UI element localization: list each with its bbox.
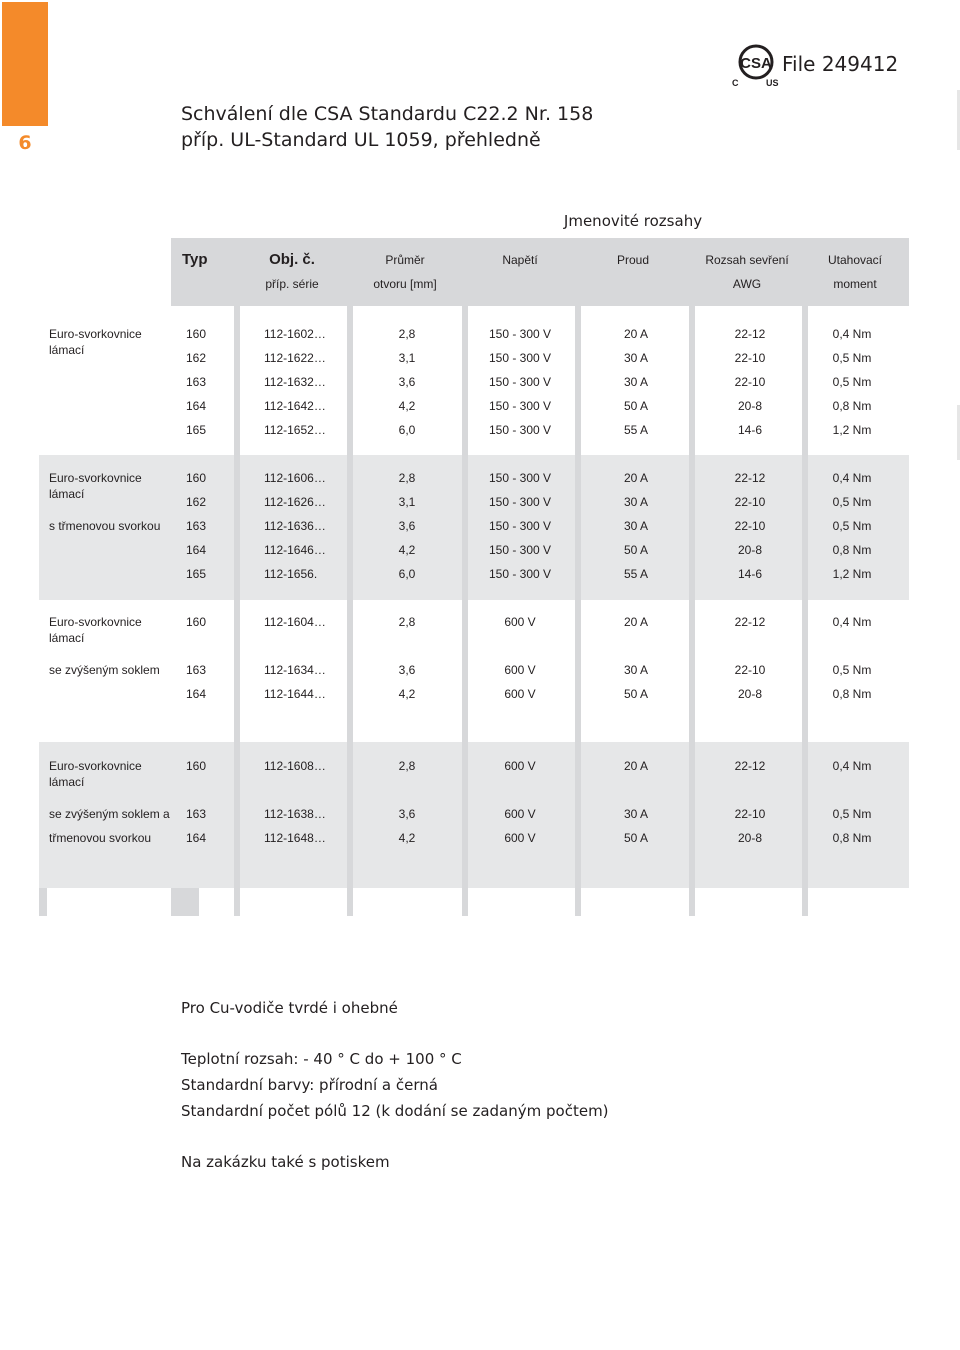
group-description: se zvýšeným soklem a <box>49 807 170 821</box>
cell-obj: 112-1602… <box>264 327 326 341</box>
cell-awg: 22-10 <box>734 351 766 365</box>
header-utahovaci-line2: moment <box>833 277 877 291</box>
cell-proud: 50 A <box>623 543 649 557</box>
cell-awg: 22-10 <box>734 519 766 533</box>
header-proud: Proud <box>616 253 650 267</box>
cell-proud: 50 A <box>623 831 649 845</box>
cell-moment: 0,8 Nm <box>832 399 872 413</box>
note-printing: Na zakázku také s potiskem <box>181 1153 390 1171</box>
header-utahovaci: Utahovací <box>827 253 883 267</box>
group-description: Euro-svorkovnice <box>49 615 142 629</box>
cell-awg: 22-10 <box>734 375 766 389</box>
cell-moment: 0,4 Nm <box>832 615 872 629</box>
cell-awg: 22-12 <box>734 759 766 773</box>
cell-prumer: 3,6 <box>398 519 416 533</box>
cell-obj: 112-1634… <box>264 663 326 677</box>
cell-moment: 0,8 Nm <box>832 831 872 845</box>
cell-napeti: 150 - 300 V <box>488 375 552 389</box>
header-rozsah-line2: AWG <box>732 277 762 291</box>
cell-typ: 165 <box>186 423 207 437</box>
cell-typ: 164 <box>186 543 207 557</box>
cell-napeti: 150 - 300 V <box>488 327 552 341</box>
cell-napeti: 150 - 300 V <box>488 471 552 485</box>
cell-proud: 20 A <box>623 327 649 341</box>
group-description: se zvýšeným soklem <box>49 663 160 677</box>
cell-moment: 0,5 Nm <box>832 375 872 389</box>
cell-obj: 112-1608… <box>264 759 326 773</box>
cell-napeti: 150 - 300 V <box>488 495 552 509</box>
cell-napeti: 150 - 300 V <box>488 351 552 365</box>
cell-obj: 112-1632… <box>264 375 326 389</box>
cell-prumer: 2,8 <box>398 759 416 773</box>
cell-prumer: 4,2 <box>398 831 416 845</box>
header-rozsah: Rozsah sevření <box>705 253 789 267</box>
header-obj-line2: příp. série <box>265 277 319 291</box>
cell-napeti: 150 - 300 V <box>488 543 552 557</box>
cell-typ: 160 <box>186 615 207 629</box>
group-band <box>39 455 909 600</box>
cell-napeti: 600 V <box>504 831 536 845</box>
group-description: třmenovou svorkou <box>49 831 152 845</box>
cell-napeti: 600 V <box>504 663 536 677</box>
cell-napeti: 150 - 300 V <box>488 423 552 437</box>
note-conductors: Pro Cu-vodiče tvrdé i ohebné <box>181 999 398 1017</box>
header-prumer-line2: otvoru [mm] <box>373 277 437 291</box>
cell-napeti: 600 V <box>504 807 536 821</box>
cell-prumer: 4,2 <box>398 399 416 413</box>
header-obj: Obj. č. <box>269 251 315 268</box>
orange-page-tab <box>2 2 48 126</box>
cell-prumer: 3,6 <box>398 375 416 389</box>
cell-awg: 22-12 <box>734 471 766 485</box>
group-description: s třmenovou svorkou <box>49 519 161 533</box>
cell-moment: 1,2 Nm <box>832 423 872 437</box>
column-divider <box>347 238 353 916</box>
cell-moment: 0,5 Nm <box>832 495 872 509</box>
cell-obj: 112-1656. <box>264 567 318 581</box>
cell-prumer: 2,8 <box>398 615 416 629</box>
cell-typ: 163 <box>186 663 207 677</box>
note-colors: Standardní barvy: přírodní a černá <box>181 1076 438 1094</box>
cell-obj: 112-1652… <box>264 423 326 437</box>
cell-proud: 20 A <box>623 471 649 485</box>
range-title: Jmenovité rozsahy <box>563 212 703 230</box>
page-number: 6 <box>18 132 32 154</box>
cell-awg: 14-6 <box>737 567 763 581</box>
cell-proud: 30 A <box>623 495 649 509</box>
cell-typ: 160 <box>186 471 207 485</box>
file-number: File 249412 <box>782 52 899 76</box>
logo-text: CSA <box>740 55 772 72</box>
logo-c-mark: C <box>732 78 739 88</box>
cell-proud: 20 A <box>623 615 649 629</box>
column-divider <box>39 888 47 916</box>
cell-moment: 0,5 Nm <box>832 663 872 677</box>
header-prumer: Průměr <box>385 253 425 267</box>
cell-proud: 50 A <box>623 687 649 701</box>
cell-moment: 0,4 Nm <box>832 327 872 341</box>
csa-certification-logo <box>730 44 782 88</box>
cell-moment: 0,5 Nm <box>832 519 872 533</box>
cell-napeti: 150 - 300 V <box>488 519 552 533</box>
cell-awg: 20-8 <box>737 399 763 413</box>
cell-obj: 112-1636… <box>264 519 326 533</box>
cell-obj: 112-1642… <box>264 399 326 413</box>
cell-typ: 164 <box>186 831 207 845</box>
cell-awg: 20-8 <box>737 687 763 701</box>
cell-moment: 0,5 Nm <box>832 351 872 365</box>
header-typ: Typ <box>182 251 208 268</box>
cell-proud: 20 A <box>623 759 649 773</box>
cell-awg: 22-12 <box>734 615 766 629</box>
cell-prumer: 4,2 <box>398 687 416 701</box>
cell-typ: 164 <box>186 399 207 413</box>
column-divider <box>234 238 240 916</box>
cell-obj: 112-1644… <box>264 687 326 701</box>
group-description: Euro-svorkovnice <box>49 759 142 773</box>
cell-proud: 30 A <box>623 663 649 677</box>
cell-typ: 160 <box>186 759 207 773</box>
cell-typ: 162 <box>186 351 207 365</box>
group-description: lámací <box>49 775 85 789</box>
cell-typ: 163 <box>186 807 207 821</box>
cell-napeti: 600 V <box>504 687 536 701</box>
cell-prumer: 3,6 <box>398 663 416 677</box>
cell-moment: 0,4 Nm <box>832 759 872 773</box>
cell-prumer: 3,6 <box>398 807 416 821</box>
header-napeti: Napětí <box>502 253 538 267</box>
cell-prumer: 6,0 <box>398 567 416 581</box>
cell-napeti: 600 V <box>504 615 536 629</box>
cell-napeti: 600 V <box>504 759 536 773</box>
cell-prumer: 6,0 <box>398 423 416 437</box>
cell-moment: 0,4 Nm <box>832 471 872 485</box>
cell-prumer: 2,8 <box>398 327 416 341</box>
group-description: lámací <box>49 487 85 501</box>
cell-proud: 50 A <box>623 399 649 413</box>
cell-proud: 30 A <box>623 351 649 365</box>
cell-obj: 112-1604… <box>264 615 326 629</box>
page-title-line2: příp. UL-Standard UL 1059, přehledně <box>181 129 541 151</box>
cell-awg: 14-6 <box>737 423 763 437</box>
cell-proud: 55 A <box>623 567 649 581</box>
cell-moment: 0,5 Nm <box>832 807 872 821</box>
cell-prumer: 3,1 <box>398 495 416 509</box>
column-divider <box>802 238 808 916</box>
cell-obj: 112-1626… <box>264 495 326 509</box>
group-description: Euro-svorkovnice <box>49 327 142 341</box>
cell-awg: 22-10 <box>734 807 766 821</box>
column-divider <box>171 888 199 916</box>
note-temperature: Teplotní rozsah: - 40 ° C do + 100 ° C <box>181 1050 462 1068</box>
page-title-line1: Schválení dle CSA Standardu C22.2 Nr. 158 <box>181 103 594 125</box>
cell-awg: 22-12 <box>734 327 766 341</box>
cell-obj: 112-1648… <box>264 831 326 845</box>
column-divider <box>689 238 695 916</box>
cell-moment: 1,2 Nm <box>832 567 872 581</box>
cell-napeti: 150 - 300 V <box>488 399 552 413</box>
cell-awg: 22-10 <box>734 663 766 677</box>
logo-us-mark: US <box>766 78 779 88</box>
cell-obj: 112-1606… <box>264 471 326 485</box>
group-description: lámací <box>49 631 85 645</box>
cell-proud: 30 A <box>623 375 649 389</box>
cell-proud: 30 A <box>623 807 649 821</box>
cell-obj: 112-1638… <box>264 807 326 821</box>
cell-napeti: 150 - 300 V <box>488 567 552 581</box>
cell-typ: 163 <box>186 375 207 389</box>
cell-proud: 30 A <box>623 519 649 533</box>
cell-moment: 0,8 Nm <box>832 687 872 701</box>
cell-typ: 165 <box>186 567 207 581</box>
cell-obj: 112-1622… <box>264 351 326 365</box>
cell-obj: 112-1646… <box>264 543 326 557</box>
column-divider <box>462 238 468 916</box>
cell-awg: 20-8 <box>737 543 763 557</box>
cell-typ: 163 <box>186 519 207 533</box>
note-poles: Standardní počet pólů 12 (k dodání se zadaným počtem) <box>181 1102 609 1120</box>
cell-prumer: 2,8 <box>398 471 416 485</box>
cell-prumer: 4,2 <box>398 543 416 557</box>
cell-awg: 22-10 <box>734 495 766 509</box>
cell-typ: 160 <box>186 327 207 341</box>
column-divider <box>575 238 581 916</box>
cell-typ: 162 <box>186 495 207 509</box>
group-description: Euro-svorkovnice <box>49 471 142 485</box>
group-description: lámací <box>49 343 85 357</box>
cell-prumer: 3,1 <box>398 351 416 365</box>
cell-awg: 20-8 <box>737 831 763 845</box>
cell-typ: 164 <box>186 687 207 701</box>
cell-moment: 0,8 Nm <box>832 543 872 557</box>
cell-proud: 55 A <box>623 423 649 437</box>
table-header <box>171 238 909 306</box>
